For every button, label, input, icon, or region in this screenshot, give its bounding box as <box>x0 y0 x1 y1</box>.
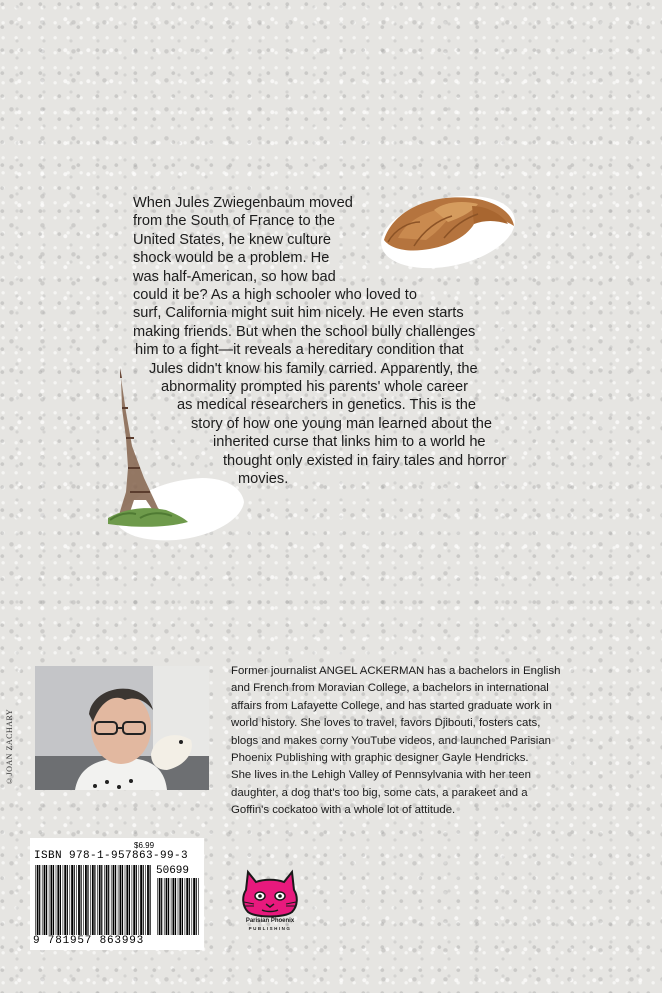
blurb-line: abnormality prompted his parents' whole career <box>161 379 468 396</box>
barcode-bar <box>71 865 73 935</box>
barcode-bar <box>147 865 149 935</box>
barcode-bar <box>164 878 165 935</box>
barcode-bar <box>42 865 43 935</box>
barcode-bar <box>189 878 190 935</box>
barcode-bar <box>198 878 199 935</box>
author-bio <box>231 663 636 820</box>
croissant-illustration <box>374 188 520 272</box>
barcode-bar <box>136 865 137 935</box>
barcode-bar <box>168 878 169 935</box>
bio-line: Phoenix Publishing with graphic designer Gayle Hendricks. <box>231 752 529 765</box>
publisher-sub: PUBLISHING <box>248 926 292 931</box>
barcode-bar <box>166 878 168 935</box>
bio-line: Former journalist ANGEL ACKERMAN has a bachelors in English <box>231 665 561 677</box>
barcode-addon-bars <box>156 878 200 935</box>
barcode-bar <box>101 865 102 935</box>
barcode-bar <box>193 878 195 935</box>
bio-line: blogs and makes corny YouTube videos, and launched Parisian <box>231 734 551 747</box>
barcode-bar <box>182 878 183 935</box>
barcode-bar <box>139 865 140 935</box>
barcode-bar <box>175 878 176 935</box>
barcode-bars <box>34 865 152 935</box>
barcode-bar <box>143 865 144 935</box>
blurb-line: as medical researchers in genetics. This is the <box>177 397 477 414</box>
barcode-digits: 9 781957 863993 <box>33 935 145 947</box>
barcode-bar <box>87 865 88 935</box>
barcode-bar <box>57 865 59 935</box>
barcode-bar <box>85 865 87 935</box>
barcode-bar <box>64 865 66 935</box>
barcode-bar <box>111 865 112 935</box>
bio-line: and French from Moravian College, a bachelors in international <box>231 682 549 695</box>
barcode-bar <box>196 878 197 935</box>
barcode-bar <box>161 878 162 935</box>
blurb-line: United States, he knew culture <box>133 231 331 248</box>
barcode-bar <box>120 865 122 935</box>
barcode-bar <box>56 865 57 935</box>
barcode-bar <box>192 878 193 935</box>
barcode-bar <box>44 865 46 935</box>
blurb-line: Jules didn't know his family carried. Apparently, the <box>149 360 478 377</box>
barcode-bar <box>159 878 161 935</box>
blurb-line: inherited curse that links him to a world he <box>213 434 486 451</box>
barcode-bar <box>126 865 128 935</box>
barcode-bar <box>39 865 40 935</box>
barcode-bar <box>108 865 109 935</box>
barcode-bar <box>171 878 172 935</box>
author-photo <box>35 666 209 790</box>
barcode-bar <box>186 878 188 935</box>
barcode-addon-number: 50699 <box>156 865 190 877</box>
blurb-line: When Jules Zwiegenbaum moved <box>133 195 353 211</box>
barcode-bar <box>157 878 158 935</box>
price-label: $6.99 <box>134 841 155 850</box>
barcode-bar <box>145 865 146 935</box>
barcode-bar <box>60 865 61 935</box>
bio-line: She lives in the Lehigh Valley of Pennsylvania with her teen <box>231 769 531 782</box>
bio-line: daughter, a dog that's too big, some cats, a parakeet and a <box>231 786 528 799</box>
barcode-bar <box>113 865 115 935</box>
blurb-line: story of how one young man learned about the <box>191 415 492 432</box>
blurb-line: was half-American, so how bad <box>133 268 336 285</box>
barcode-bar <box>104 865 105 935</box>
barcode-bar <box>150 865 151 935</box>
barcode-bar <box>53 865 54 935</box>
blurb-line: could it be? As a high schooler who loved to <box>133 287 417 304</box>
barcode-bar <box>49 865 50 935</box>
blurb-line: shock would be a problem. He <box>133 250 330 267</box>
barcode-bar <box>185 878 186 935</box>
barcode-bar <box>115 865 116 935</box>
barcode-bar <box>178 878 179 935</box>
barcode-bar <box>63 865 64 935</box>
isbn-barcode <box>30 838 204 950</box>
barcode-bar <box>51 865 53 935</box>
barcode-bar <box>125 865 126 935</box>
blurb-line: him to a fight—it reveals a hereditary condition that <box>135 342 464 359</box>
isbn-label: ISBN 978-1-957863-99-3 <box>34 850 189 862</box>
blurb-line: making friends. But when the school bully challenges <box>133 323 476 340</box>
eiffel-tower-illustration <box>106 368 246 546</box>
bio-line: world history. She loves to travel, favors Djibouti, fosters cats, <box>231 717 541 730</box>
barcode-bar <box>70 865 71 935</box>
barcode-bar <box>94 865 95 935</box>
barcode-bar <box>37 865 39 935</box>
blurb-line: surf, California might suit him nicely. He even starts <box>133 305 464 322</box>
bio-line: affairs from Lafayette College, and has started graduate work in <box>231 699 552 712</box>
barcode-bar <box>74 865 75 935</box>
barcode-bar <box>92 865 94 935</box>
barcode-bar <box>78 865 80 935</box>
barcode-bar <box>46 865 47 935</box>
barcode-bar <box>106 865 108 935</box>
barcode-bar <box>35 865 36 935</box>
publisher-name: Parisian Phoenix <box>245 918 295 924</box>
barcode-bar <box>97 865 98 935</box>
barcode-bar <box>99 865 101 935</box>
photo-credit: ©JOAN ZACHARY <box>5 708 14 785</box>
barcode-bar <box>133 865 135 935</box>
blurb-line: thought only existed in fairy tales and horror <box>223 452 507 469</box>
barcode-bar <box>132 865 133 935</box>
blurb-line: movies. <box>238 471 289 488</box>
barcode-bar <box>122 865 123 935</box>
barcode-bar <box>83 865 84 935</box>
barcode-bar <box>76 865 77 935</box>
barcode-bar <box>179 878 181 935</box>
barcode-bar <box>173 878 175 935</box>
blurb-line: from the South of France to the <box>133 213 335 230</box>
barcode-bar <box>140 865 142 935</box>
barcode-bar <box>67 865 68 935</box>
bio-line: Goffin's cockatoo with a whole lot of attitude. <box>231 804 456 817</box>
barcode-bar <box>81 865 82 935</box>
barcode-bar <box>129 865 130 935</box>
barcode-bar <box>90 865 91 935</box>
barcode-bar <box>118 865 119 935</box>
